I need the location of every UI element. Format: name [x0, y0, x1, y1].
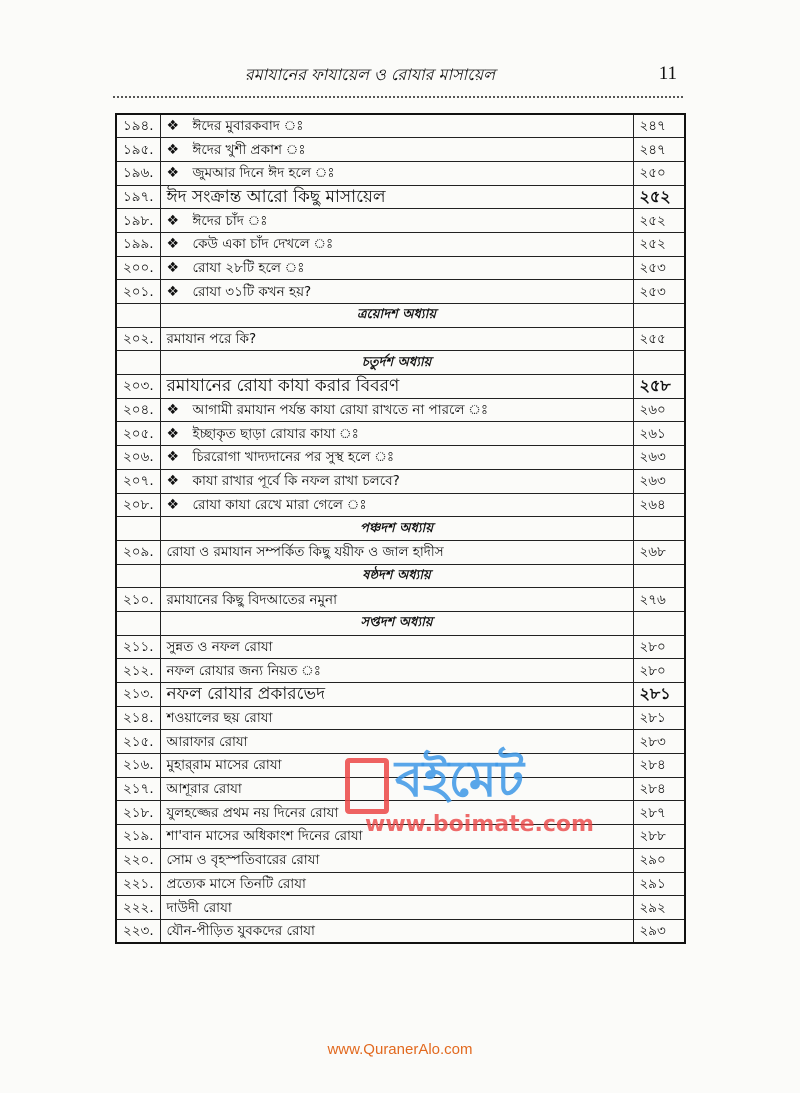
toc-row [116, 398, 685, 422]
entry-page: ২৯৩ [633, 919, 685, 943]
entry-number [116, 611, 160, 635]
entry-number: ২২৩. [116, 919, 160, 943]
entry-page: ২৮৪ [633, 777, 685, 801]
entry-number: ২০৯. [116, 540, 160, 564]
toc-row [116, 327, 685, 351]
entry-title: ঈদের মুবারকবাদ ঃ [192, 118, 304, 135]
chapter-title [160, 611, 633, 635]
toc-row [116, 801, 685, 825]
entry-number: ২১৭. [116, 777, 160, 801]
entry-title-cell [160, 706, 633, 730]
entry-title: ঈদের খুশী প্রকাশ ঃ [192, 141, 306, 158]
entry-title: নফল রোযার জন্য নিয়ত ঃ [166, 662, 321, 679]
chapter-title [160, 564, 633, 588]
entry-title-cell [160, 635, 633, 659]
bullet-icon: ❖ [166, 283, 180, 300]
entry-title-cell [160, 138, 633, 162]
bullet-icon: ❖ [166, 259, 180, 276]
entry-number: ২০১. [116, 280, 160, 304]
entry-title-cell [160, 683, 633, 707]
entry-number: ১৯৭. [116, 185, 160, 209]
entry-number: ২০৬. [116, 446, 160, 470]
entry-title: রমাযান পরে কি? [166, 331, 257, 348]
toc-row [116, 896, 685, 920]
entry-page: ২৫২ [633, 232, 685, 256]
entry-title-cell [160, 280, 633, 304]
entry-title-cell [160, 919, 633, 943]
watermark-url: www.boimate.com [365, 812, 594, 837]
chapter-title [160, 517, 633, 541]
entry-page: ২৬১ [633, 422, 685, 446]
entry-title: দাউদী রোযা [166, 899, 232, 916]
entry-page: ২৯২ [633, 896, 685, 920]
entry-title-cell [160, 256, 633, 280]
entry-title: আরাফার রোযা [166, 733, 248, 750]
entry-page: ২৬৪ [633, 493, 685, 517]
entry-page: ২৬৩ [633, 469, 685, 493]
entry-number [116, 351, 160, 375]
toc-row [116, 422, 685, 446]
entry-title-cell [160, 896, 633, 920]
entry-page: ২৫২ [633, 185, 685, 209]
entry-page: ২৫৫ [633, 327, 685, 351]
toc-row [116, 493, 685, 517]
entry-title: রোযা কাযা রেখে মারা গেলে ঃ [192, 496, 367, 513]
entry-number: ২১৩. [116, 683, 160, 707]
toc-row [116, 114, 685, 138]
entry-title: ইচ্ছাকৃত ছাড়া রোযার কাযা ঃ [192, 425, 359, 442]
entry-title-cell [160, 327, 633, 351]
toc-row [116, 161, 685, 185]
toc-row [116, 659, 685, 683]
chapter-title [160, 304, 633, 328]
entry-number: ২১৫. [116, 730, 160, 754]
entry-page: ২৮১ [633, 706, 685, 730]
entry-title: রমাযানের রোযা কাযা করার বিবরণ [166, 376, 400, 397]
entry-title-cell [160, 754, 633, 778]
toc-row [116, 280, 685, 304]
entry-title: আশূরার রোযা [166, 781, 242, 798]
entry-title-cell [160, 588, 633, 612]
entry-title: চিররোগা খাদ্যদানের পর সুস্থ হলে ঃ [192, 449, 395, 466]
entry-title-cell [160, 825, 633, 849]
entry-number: ১৯৯. [116, 232, 160, 256]
entry-title: রোযা ও রমাযান সম্পর্কিত কিছু যয়ীফ ও জাল হাদীস [166, 544, 444, 561]
toc-row [116, 635, 685, 659]
toc-row [116, 683, 685, 707]
entry-number: ১৯৫. [116, 138, 160, 162]
entry-number: ২০৩. [116, 375, 160, 399]
running-header [115, 62, 685, 88]
entry-page: ২৫২ [633, 209, 685, 233]
bullet-icon: ❖ [166, 212, 180, 229]
entry-title-cell [160, 493, 633, 517]
watermark-logo: বইমেট [395, 750, 524, 808]
toc-row [116, 232, 685, 256]
entry-page [633, 304, 685, 328]
entry-number: ১৯৮. [116, 209, 160, 233]
entry-title: ত্রয়োদশ অধ্যায় [357, 307, 436, 323]
toc-row [116, 138, 685, 162]
entry-title-cell [160, 659, 633, 683]
entry-number: ২১১. [116, 635, 160, 659]
entry-title-cell [160, 872, 633, 896]
entry-page: ২৫০ [633, 161, 685, 185]
chapter-heading-row [116, 304, 685, 328]
page-number: 11 [658, 63, 677, 84]
entry-number: ২০৮. [116, 493, 160, 517]
bullet-icon: ❖ [166, 402, 180, 419]
entry-title-cell [160, 209, 633, 233]
entry-title-cell [160, 446, 633, 470]
entry-title-cell [160, 777, 633, 801]
chapter-title [160, 351, 633, 375]
footer-link[interactable]: www.QuranerAlo.com [327, 1041, 473, 1058]
entry-number: ২০৪. [116, 398, 160, 422]
entry-title: নফল রোযার প্রকারভেদ [166, 684, 326, 705]
entry-title-cell [160, 375, 633, 399]
bullet-icon: ❖ [166, 118, 180, 135]
entry-title: যুলহজ্জের প্রথম নয় দিনের রোযা [166, 804, 339, 821]
bullet-icon: ❖ [166, 449, 180, 466]
entry-page: ২৯০ [633, 848, 685, 872]
entry-page [633, 611, 685, 635]
entry-page: ২৮০ [633, 659, 685, 683]
entry-title-cell [160, 398, 633, 422]
entry-page: ২৪৭ [633, 138, 685, 162]
entry-title: ষষ্ঠদশ অধ্যায় [362, 567, 431, 583]
entry-number [116, 517, 160, 541]
entry-page: ২৮১ [633, 683, 685, 707]
entry-page: ২৫৩ [633, 256, 685, 280]
toc-row [116, 754, 685, 778]
entry-title-cell [160, 848, 633, 872]
entry-page: ২৬৮ [633, 540, 685, 564]
toc-row [116, 209, 685, 233]
entry-page: ২৮৭ [633, 801, 685, 825]
entry-page [633, 351, 685, 375]
toc-row [116, 446, 685, 470]
entry-title-cell [160, 185, 633, 209]
entry-number: ২২১. [116, 872, 160, 896]
entry-number: ১৯৬. [116, 161, 160, 185]
header-divider [113, 96, 683, 98]
toc-row [116, 872, 685, 896]
entry-title: রমাযানের কিছু বিদআতের নমুনা [166, 591, 338, 608]
entry-page: ২৭৬ [633, 588, 685, 612]
entry-page [633, 564, 685, 588]
entry-number [116, 564, 160, 588]
toc-row [116, 919, 685, 943]
toc-row [116, 469, 685, 493]
bullet-icon: ❖ [166, 496, 180, 513]
toc-row [116, 730, 685, 754]
toc-row [116, 588, 685, 612]
toc-row [116, 256, 685, 280]
entry-number: ২০৫. [116, 422, 160, 446]
entry-number: ১৯৪. [116, 114, 160, 138]
chapter-heading-row [116, 564, 685, 588]
entry-page: ২৮৩ [633, 730, 685, 754]
entry-title: মুহার্‌রাম মাসের রোযা [166, 757, 282, 774]
toc-row [116, 777, 685, 801]
entry-title-cell [160, 161, 633, 185]
entry-page: ২৮৪ [633, 754, 685, 778]
entry-number: ২০২. [116, 327, 160, 351]
entry-page [633, 517, 685, 541]
entry-number: ২০৭. [116, 469, 160, 493]
entry-title-cell [160, 801, 633, 825]
entry-title-cell [160, 469, 633, 493]
bullet-icon: ❖ [166, 425, 180, 442]
entry-title: জুমআর দিনে ঈদ হলে ঃ [192, 165, 335, 182]
toc-row [116, 848, 685, 872]
entry-title: সোম ও বৃহস্পতিবারের রোযা [166, 852, 320, 869]
entry-title: সুন্নত ও নফল রোযা [166, 638, 273, 655]
toc-row [116, 706, 685, 730]
entry-title: চতুর্দশ অধ্যায় [361, 354, 432, 370]
entry-title: প্রত্যেক মাসে তিনটি রোযা [166, 875, 306, 892]
entry-number: ২১৯. [116, 825, 160, 849]
entry-title: যৌন-পীড়িত যুবকদের রোযা [166, 922, 315, 939]
entry-title: আগামী রমাযান পর্যন্ত কাযা রোযা রাখতে না পারলে ঃ [192, 402, 489, 419]
entry-title-cell [160, 730, 633, 754]
entry-title: কেউ একা চাঁদ দেখলে ঃ [192, 236, 334, 253]
entry-title-cell [160, 114, 633, 138]
entry-page: ২৯১ [633, 872, 685, 896]
entry-title: কাযা রাখার পূর্বে কি নফল রাখা চলবে? [192, 473, 400, 490]
entry-page: ২৬৩ [633, 446, 685, 470]
entry-page: ২৮৮ [633, 825, 685, 849]
entry-title: ঈদের চাঁদ ঃ [192, 212, 268, 229]
entry-title-cell [160, 540, 633, 564]
contents-table [115, 113, 686, 944]
toc-row [116, 375, 685, 399]
toc-row [116, 185, 685, 209]
entry-page: ২৬০ [633, 398, 685, 422]
entry-title: সপ্তদশ অধ্যায় [360, 615, 433, 631]
entry-number: ২১২. [116, 659, 160, 683]
toc-row [116, 540, 685, 564]
entry-page: ২৫৮ [633, 375, 685, 399]
entry-number: ২১৪. [116, 706, 160, 730]
entry-number: ২০০. [116, 256, 160, 280]
entry-page: ২৪৭ [633, 114, 685, 138]
bullet-icon: ❖ [166, 165, 180, 182]
entry-number: ২২২. [116, 896, 160, 920]
chapter-heading-row [116, 517, 685, 541]
entry-title: পঞ্চদশ অধ্যায় [360, 520, 433, 536]
bullet-icon: ❖ [166, 141, 180, 158]
entry-number: ২১৬. [116, 754, 160, 778]
entry-title: রোযা ৩১টি কখন হয়? [192, 283, 312, 300]
chapter-heading-row [116, 611, 685, 635]
entry-page: ২৫৩ [633, 280, 685, 304]
entry-number: ২২০. [116, 848, 160, 872]
entry-title: ঈদ সংক্রান্ত আরো কিছু মাসায়েল [166, 186, 386, 207]
entry-page: ২৮০ [633, 635, 685, 659]
chapter-heading-row [116, 351, 685, 375]
toc-row [116, 825, 685, 849]
entry-number: ২১০. [116, 588, 160, 612]
entry-title-cell [160, 422, 633, 446]
book-title: রমাযানের ফাযায়েল ও রোযার মাসায়েল [244, 65, 496, 84]
entry-number [116, 304, 160, 328]
entry-number: ২১৮. [116, 801, 160, 825]
bullet-icon: ❖ [166, 473, 180, 490]
bullet-icon: ❖ [166, 236, 180, 253]
entry-title: রোযা ২৮টি হলে ঃ [192, 259, 305, 276]
entry-title-cell [160, 232, 633, 256]
entry-title: শা'বান মাসের অধিকাংশ দিনের রোযা [166, 828, 363, 845]
entry-title: শওয়ালের ছয় রোযা [166, 710, 273, 727]
